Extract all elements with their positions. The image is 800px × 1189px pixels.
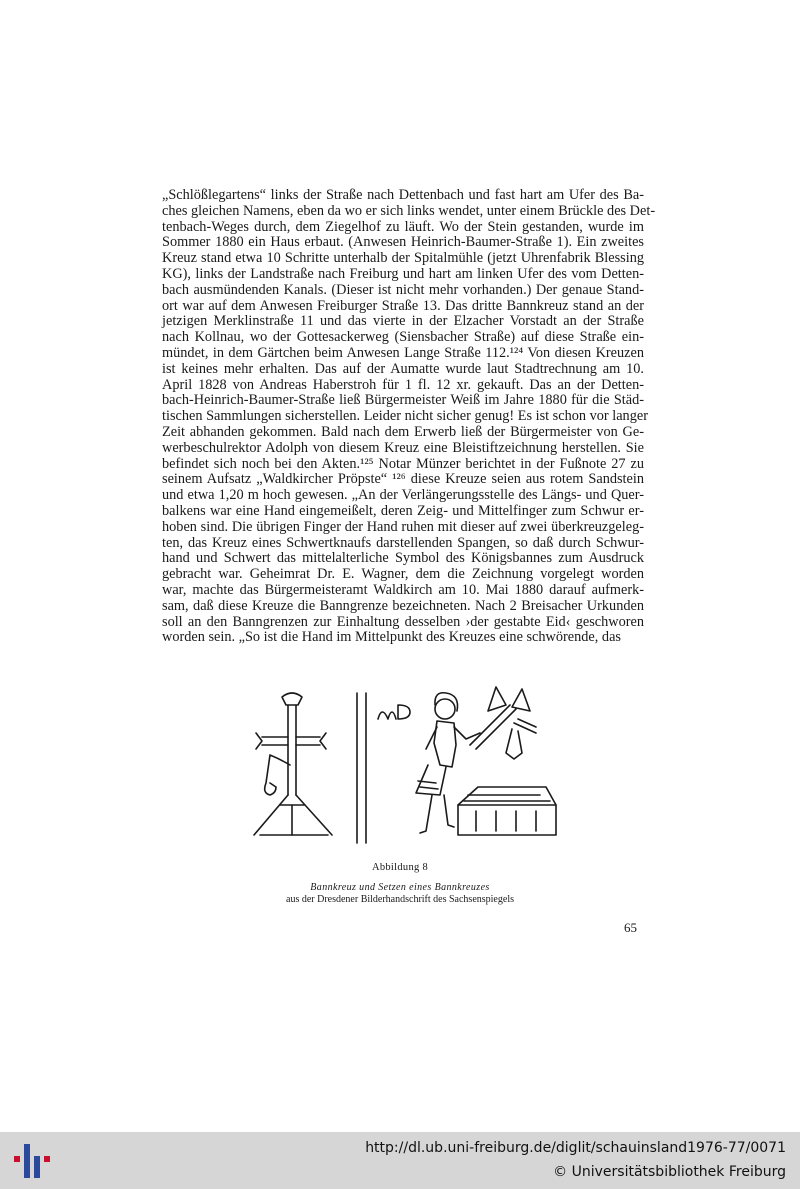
text-line: nach Kollnau, wo der Gottesackerweg (Siensbacher Straße) auf diese Straße ein- [162,329,644,346]
text-line: ches gleichen Namens, eben da wo er sich links wendet, unter einem Brückle des Det- [162,202,656,219]
text-line: ten, das Kreuz eines Schwertknaufs darstellenden Spangen, so daß durch Schwur- [162,534,644,551]
divider-icon [357,693,366,843]
text-line: sam, daß diese Kreuze die Banngrenze bezeichneten. Nach 2 Breisacher Urkunden [162,597,644,614]
text-line: gebracht war. Geheimrat Dr. E. Wagner, dem die Zeichnung vorgelegt worden [162,566,644,583]
cross-left-icon [254,693,332,835]
text-line: seinem Aufsatz „Waldkircher Pröpste“ ¹²⁶ diese Kreuze seien aus rotem Sandstein [162,471,644,488]
text-line: befindet sich noch bei den Akten.¹²⁵ Notar Münzer berichtet in der Fußnote 27 zu [162,455,644,472]
text-line: ort war auf dem Anwesen Freiburger Straße 13. Das dritte Bannkreuz stand an der [162,297,644,314]
text-line: Kreuz stand etwa 10 Schritte unterhalb der Spitalmühle (jetzt Uhrenfabrik Blessing [162,250,644,267]
text-line: KG), links der Landstraße nach Freiburg und hart am linken Ufer des vom Detten- [162,265,644,282]
text-line: Sommer 1880 ein Haus erbaut. (Anwesen Heinrich-Baumer-Straße 1). Ein zweites [162,234,644,251]
text-line: „Schlößlegartens“ links der Straße nach Dettenbach und fast hart am Ufer des Ba- [162,187,644,203]
text-line: bach ausmündenden Kanals. (Dieser ist nicht mehr vorhanden.) Der genaue Stand- [162,281,644,298]
ub-freiburg-logo-icon [12,1140,52,1182]
text-line: werbeschulrektor Adolph von diesem Kreuz eine Bleistiftzeichnung herstellen. Sie [162,439,644,456]
footer-bar [0,1132,800,1189]
cross-held-icon [470,687,536,759]
text-line: war, machte das Bürgermeisteramt Waldkirch am 10. Mai 1880 darauf aufmerk- [162,581,644,598]
illustration-bannkreuz [240,675,560,850]
body-text [162,187,656,646]
text-line: bach-Heinrich-Baumer-Straße ließ Bürgermeister Weiß im Jahre 1880 für die Städ- [162,392,644,409]
text-line: Zeit abhanden gekommen. Bald nach dem Erwerb ließ der Bürgermeister von Ge- [162,423,644,440]
text-line: worden sein. „So ist die Hand im Mittelpunkt des Kreuzes eine schwörende, das [162,629,621,646]
figure-person-icon [416,693,480,833]
figure-title: Bannkreuz und Setzen eines Bannkreuzes [310,882,490,893]
text-line: und etwa 1,20 m hoch gewesen. „An der Verlängerungsstelle des Längs- und Quer- [162,487,644,504]
text-line: hand und Schwert das mittelalterliche Symbol des Königsbannes zum Ausdruck [162,550,644,567]
figure-source: aus der Dresdener Bilderhandschrift des Sachsenspiegels [286,894,514,905]
text-line: soll an den Banngrenzen zur Einhaltung desselben ›der gestabte Eid‹ geschworen [162,613,644,630]
copyright-notice: © Universitätsbibliothek Freiburg [553,1164,786,1180]
page-number: 65 [624,920,637,935]
text-line: balkens war eine Hand eingemeißelt, deren Zeig- und Mittelfinger zum Schwur er- [162,502,644,519]
figure-label: Abbildung 8 [371,862,429,873]
text-line: tischen Sammlungen sicherstellen. Leider nicht sicher genug! Es ist schon vor langer [162,408,648,425]
permalink-url[interactable]: http://dl.ub.uni-freiburg.de/diglit/schauinsland1976-77/0071 [365,1140,786,1156]
text-line: April 1828 von Andreas Haberstroh für 1 fl. 12 xr. gekauft. Das an der Detten- [162,376,644,393]
monogram-icon [378,705,410,719]
text-line: mündet, in dem Gärtchen beim Anwesen Lange Straße 112.¹²⁴ Von diesen Kreuzen [162,344,644,361]
text-line: ist keines mehr erhalten. Das auf der Aumatte wurde laut Stadtrechnung am 10. [162,360,644,377]
chest-icon [458,787,556,835]
text-line: jetzigen Merklinstraße 11 und das vierte in der Elzacher Vorstadt an der Straße [162,313,644,330]
text-line: tenbach-Weges durch, dem Ziegelhof zu läuft. Wo der Stein gestanden, wurde im [162,218,644,235]
text-line: hoben sind. Die übrigen Finger der Hand ruhen mit dieser auf zwei überkreuzgeleg- [162,518,644,535]
